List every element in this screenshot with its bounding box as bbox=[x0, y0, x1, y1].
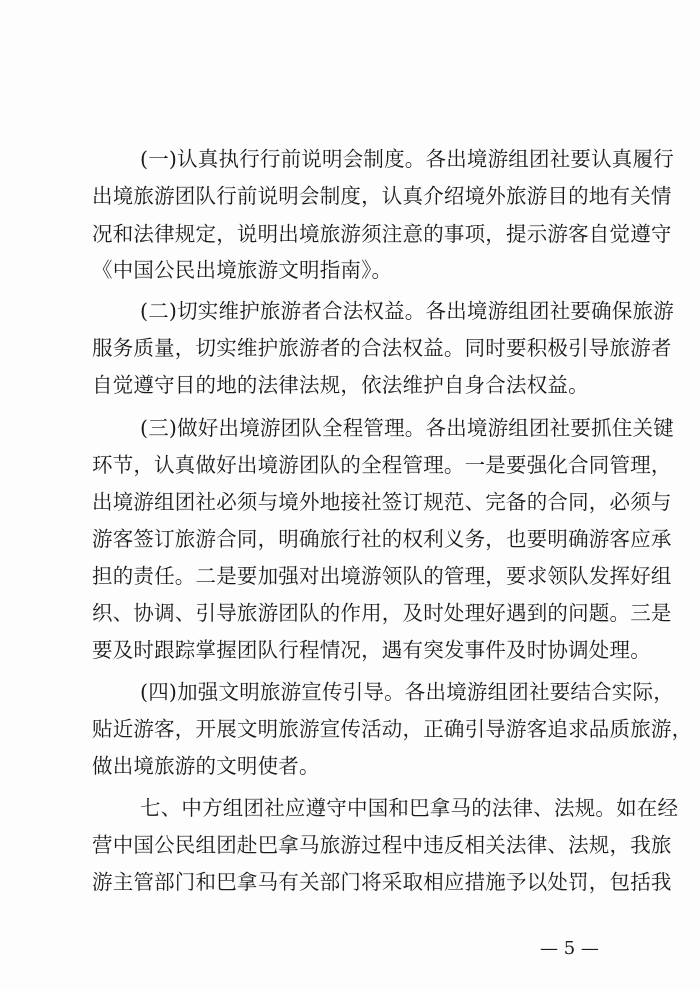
text-line: 出境游组团社必须与境外地接社签订规范、完备的合同，必须与 bbox=[92, 490, 672, 514]
text-line: 游主管部门和巴拿马有关部门将采取相应措施予以处罚，包括我 bbox=[92, 870, 672, 894]
text-line: (三)做好出境游团队全程管理。各出境游组团社要抓住关键 bbox=[140, 416, 674, 440]
text-line: 自觉遵守目的地的法律法规，依法维护自身合法权益。 bbox=[92, 373, 589, 397]
text-line: 环节，认真做好出境游团队的全程管理。一是要强化合同管理， bbox=[92, 453, 672, 477]
text-line: 要及时跟踪掌握团队行程情况，遇有突发事件及时协调处理。 bbox=[92, 638, 651, 662]
text-line: 服务质量，切实维护旅游者的合法权益。同时要积极引导旅游者 bbox=[92, 336, 672, 360]
text-line: 游客签订旅游合同，明确旅行社的权利义务，也要明确游客应承 bbox=[92, 527, 672, 551]
text-line: 担的责任。二是要加强对出境游领队的管理，要求领队发挥好组 bbox=[92, 564, 672, 588]
text-line: 况和法律规定，说明出境旅游须注意的事项，提示游客自觉遵守 bbox=[92, 222, 672, 246]
text-line: 织、协调、引导旅游团队的作用，及时处理好遇到的问题。三是 bbox=[92, 601, 672, 625]
text-line: 贴近游客，开展文明旅游宣传活动，正确引导游客追求品质旅游， bbox=[92, 717, 693, 741]
text-line: 营中国公民组团赴巴拿马旅游过程中违反相关法律、法规，我旅 bbox=[92, 833, 672, 857]
text-line: (一)认真执行行前说明会制度。各出境游组团社要认真履行 bbox=[140, 147, 674, 171]
text-line: 《中国公民出境旅游文明指南》。 bbox=[92, 258, 393, 282]
text-line: (四)加强文明旅游宣传引导。各出境游组团社要结合实际， bbox=[140, 680, 674, 704]
text-line: 做出境旅游的文明使者。 bbox=[92, 754, 320, 778]
page-number: — 5 — bbox=[540, 938, 599, 959]
text-line: 出境旅游团队行前说明会制度，认真介绍境外旅游目的地有关情 bbox=[92, 184, 672, 208]
text-line: (二)切实维护旅游者合法权益。各出境游组团社要确保旅游 bbox=[140, 299, 674, 323]
text-line: 七、中方组团社应遵守中国和巴拿马的法律、法规。如在经 bbox=[140, 796, 679, 820]
